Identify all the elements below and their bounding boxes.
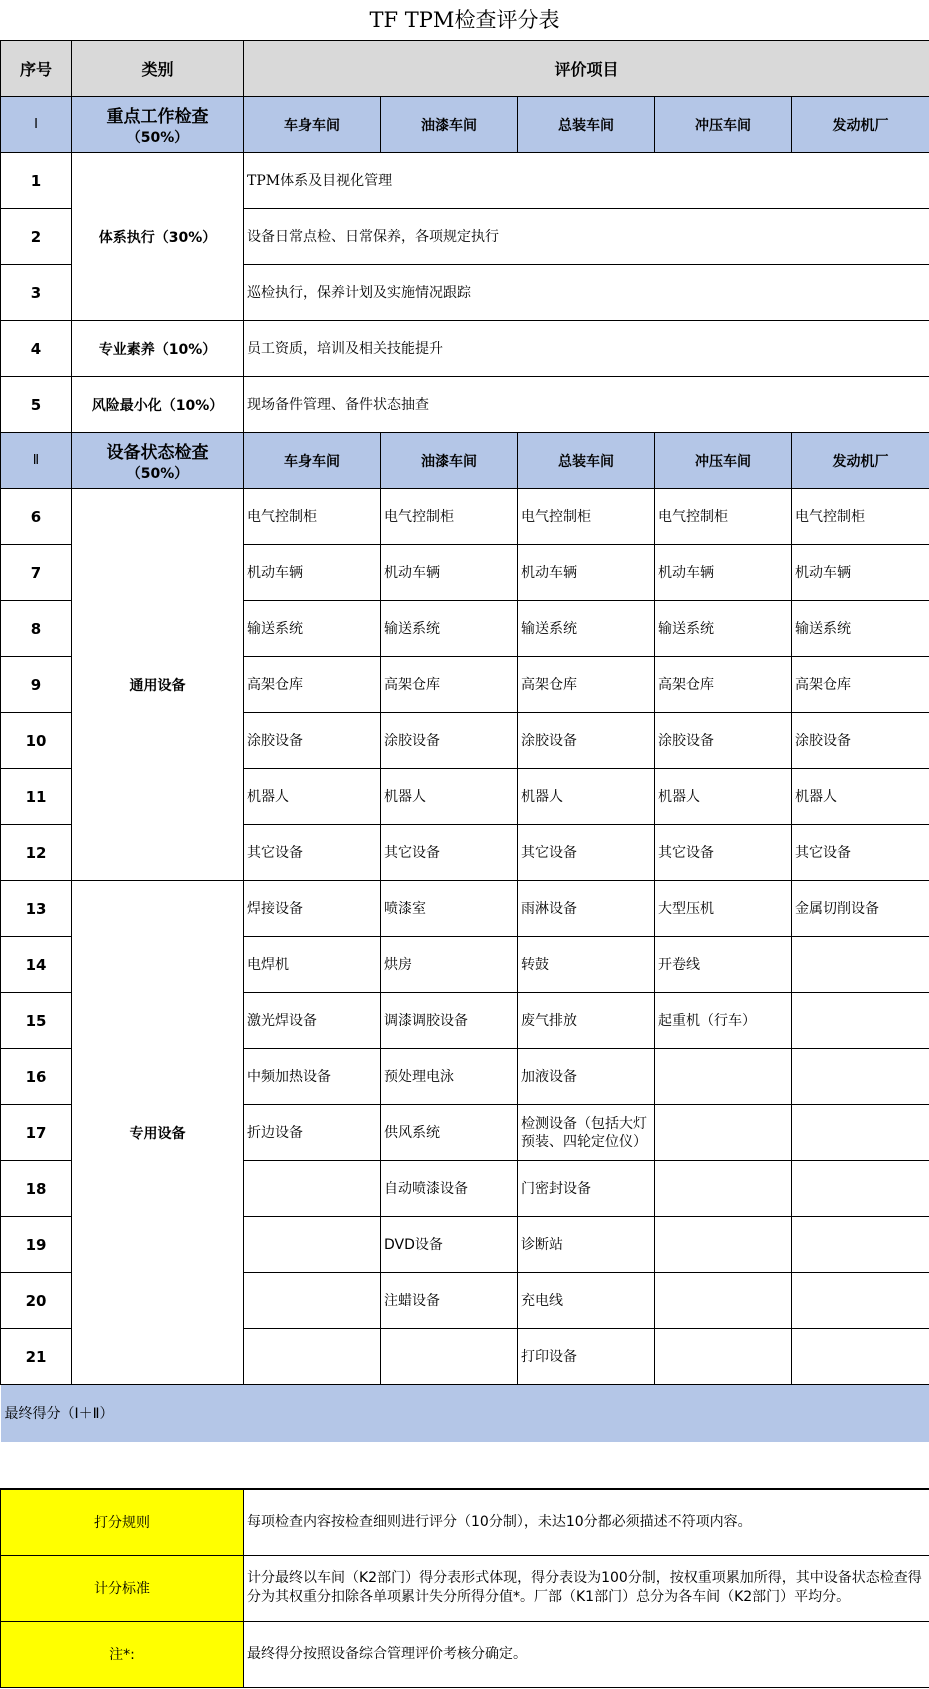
equipment-cell: 输送系统	[518, 601, 655, 657]
equipment-cell: 其它设备	[244, 825, 381, 881]
category-cell: 风险最小化（10%）	[72, 377, 244, 433]
equipment-cell: 调漆调胶设备	[381, 993, 518, 1049]
equipment-cell: 机器人	[518, 769, 655, 825]
row-number: 8	[1, 601, 72, 657]
row-number: 12	[1, 825, 72, 881]
row-number: 9	[1, 657, 72, 713]
section-title	[72, 433, 244, 489]
equipment-cell	[244, 1161, 381, 1217]
rule-row	[1, 1489, 929, 1555]
equipment-cell	[244, 1217, 381, 1273]
equipment-cell: 加液设备	[518, 1049, 655, 1105]
row-number: 4	[1, 321, 72, 377]
row-number: 11	[1, 769, 72, 825]
header-row	[1, 41, 929, 97]
equipment-cell: 其它设备	[792, 825, 929, 881]
equipment-cell	[792, 1049, 929, 1105]
equipment-cell	[244, 1273, 381, 1329]
section-weight: （50%）	[126, 130, 189, 146]
equipment-cell: 自动喷漆设备	[381, 1161, 518, 1217]
table-row	[1, 489, 929, 545]
equipment-cell: 电焊机	[244, 937, 381, 993]
equipment-cell: 涂胶设备	[244, 713, 381, 769]
table-row	[1, 153, 929, 209]
equipment-cell	[792, 1217, 929, 1273]
workshop-header: 发动机厂	[792, 433, 929, 489]
equipment-cell: DVD设备	[381, 1217, 518, 1273]
header-category: 类别	[72, 41, 244, 97]
final-score-row	[1, 1385, 929, 1442]
item-cell: 设备日常点检、日常保养，各项规定执行	[244, 209, 929, 265]
category-cell: 专业素养（10%）	[72, 321, 244, 377]
category-cell: 通用设备	[72, 489, 244, 881]
equipment-cell: 机器人	[792, 769, 929, 825]
equipment-cell: 大型压机	[655, 881, 792, 937]
equipment-cell: 输送系统	[792, 601, 929, 657]
equipment-cell: 电气控制柜	[792, 489, 929, 545]
equipment-cell: 其它设备	[518, 825, 655, 881]
equipment-cell: 涂胶设备	[655, 713, 792, 769]
row-number: 14	[1, 937, 72, 993]
equipment-cell	[655, 1105, 792, 1161]
section-name: 重点工作检查	[106, 107, 209, 127]
equipment-cell: 烘房	[381, 937, 518, 993]
final-score-label: 最终得分（Ⅰ＋Ⅱ）	[1, 1385, 929, 1442]
row-number: 17	[1, 1105, 72, 1161]
row-number: 7	[1, 545, 72, 601]
section-name: 设备状态检查	[106, 443, 209, 463]
rule-row	[1, 1621, 929, 1687]
workshop-header: 总装车间	[518, 97, 655, 153]
rule-text: 计分最终以车间（K2部门）得分表形式体现，得分表设为100分制，按权重项累加所得，其中设备状态检查得分为其权重分扣除各单项累计失分所得分值*。厂部（K1部门）总分为各车间（K2部门）平均分。	[244, 1555, 929, 1621]
workshop-header: 冲压车间	[655, 97, 792, 153]
equipment-cell: 焊接设备	[244, 881, 381, 937]
equipment-cell: 电气控制柜	[518, 489, 655, 545]
row-number: 16	[1, 1049, 72, 1105]
equipment-cell: 门密封设备	[518, 1161, 655, 1217]
equipment-cell: 电气控制柜	[381, 489, 518, 545]
equipment-cell	[792, 1273, 929, 1329]
equipment-cell: 涂胶设备	[792, 713, 929, 769]
equipment-cell	[381, 1329, 518, 1385]
rule-row	[1, 1555, 929, 1621]
row-number: 6	[1, 489, 72, 545]
equipment-cell	[792, 937, 929, 993]
workshop-header: 车身车间	[244, 433, 381, 489]
equipment-cell: 高架仓库	[655, 657, 792, 713]
workshop-header: 发动机厂	[792, 97, 929, 153]
section-roman: Ⅰ	[1, 97, 72, 153]
equipment-cell	[655, 1217, 792, 1273]
row-number: 20	[1, 1273, 72, 1329]
equipment-cell: 其它设备	[381, 825, 518, 881]
equipment-cell: 折边设备	[244, 1105, 381, 1161]
header-no: 序号	[1, 41, 72, 97]
equipment-cell: 机动车辆	[381, 545, 518, 601]
score-table	[0, 40, 929, 1442]
equipment-cell	[792, 1105, 929, 1161]
row-number: 1	[1, 153, 72, 209]
equipment-cell: 机动车辆	[792, 545, 929, 601]
equipment-cell: 机器人	[655, 769, 792, 825]
equipment-cell: 机动车辆	[655, 545, 792, 601]
equipment-cell: 供风系统	[381, 1105, 518, 1161]
equipment-cell	[655, 1161, 792, 1217]
row-number: 15	[1, 993, 72, 1049]
equipment-cell	[655, 1273, 792, 1329]
equipment-cell: 输送系统	[381, 601, 518, 657]
equipment-cell: 高架仓库	[792, 657, 929, 713]
table-row	[1, 321, 929, 377]
item-cell: TPM体系及目视化管理	[244, 153, 929, 209]
equipment-cell: 注蜡设备	[381, 1273, 518, 1329]
workshop-header: 总装车间	[518, 433, 655, 489]
equipment-cell	[655, 1329, 792, 1385]
equipment-cell: 涂胶设备	[518, 713, 655, 769]
row-number: 10	[1, 713, 72, 769]
rule-text: 每项检查内容按检查细则进行评分（10分制），未达10分都必须描述不符项内容。	[244, 1489, 929, 1555]
equipment-cell: 机器人	[381, 769, 518, 825]
equipment-cell: 机动车辆	[244, 545, 381, 601]
row-number: 19	[1, 1217, 72, 1273]
equipment-cell: 高架仓库	[381, 657, 518, 713]
equipment-cell: 其它设备	[655, 825, 792, 881]
equipment-cell	[244, 1329, 381, 1385]
table-row	[1, 881, 929, 937]
equipment-cell: 涂胶设备	[381, 713, 518, 769]
rule-label: 注*:	[1, 1621, 244, 1687]
equipment-cell: 输送系统	[655, 601, 792, 657]
section-row	[1, 433, 929, 489]
equipment-cell: 检测设备（包括大灯预装、四轮定位仪）	[518, 1105, 655, 1161]
section-weight: （50%）	[126, 466, 189, 482]
workshop-header: 车身车间	[244, 97, 381, 153]
equipment-cell: 金属切削设备	[792, 881, 929, 937]
equipment-cell: 机器人	[244, 769, 381, 825]
equipment-cell: 高架仓库	[518, 657, 655, 713]
workshop-header: 油漆车间	[381, 97, 518, 153]
equipment-cell: 高架仓库	[244, 657, 381, 713]
rule-label: 打分规则	[1, 1489, 244, 1555]
equipment-cell: 诊断站	[518, 1217, 655, 1273]
header-items: 评价项目	[244, 41, 929, 97]
section-title	[72, 97, 244, 153]
equipment-cell	[792, 1329, 929, 1385]
equipment-cell: 废气排放	[518, 993, 655, 1049]
equipment-cell: 转鼓	[518, 937, 655, 993]
equipment-cell: 电气控制柜	[655, 489, 792, 545]
workshop-header: 油漆车间	[381, 433, 518, 489]
equipment-cell: 雨淋设备	[518, 881, 655, 937]
equipment-cell	[792, 993, 929, 1049]
row-number: 21	[1, 1329, 72, 1385]
equipment-cell: 开卷线	[655, 937, 792, 993]
item-cell: 现场备件管理、备件状态抽查	[244, 377, 929, 433]
item-cell: 巡检执行，保养计划及实施情况跟踪	[244, 265, 929, 321]
rule-label: 计分标准	[1, 1555, 244, 1621]
equipment-cell: 起重机（行车）	[655, 993, 792, 1049]
equipment-cell: 充电线	[518, 1273, 655, 1329]
row-number: 13	[1, 881, 72, 937]
category-cell: 专用设备	[72, 881, 244, 1385]
equipment-cell: 机动车辆	[518, 545, 655, 601]
equipment-cell: 喷漆室	[381, 881, 518, 937]
equipment-cell: 预处理电泳	[381, 1049, 518, 1105]
equipment-cell: 电气控制柜	[244, 489, 381, 545]
workshop-header: 冲压车间	[655, 433, 792, 489]
row-number: 3	[1, 265, 72, 321]
row-number: 18	[1, 1161, 72, 1217]
item-cell: 员工资质，培训及相关技能提升	[244, 321, 929, 377]
rule-text: 最终得分按照设备综合管理评价考核分确定。	[244, 1621, 929, 1687]
equipment-cell	[655, 1049, 792, 1105]
equipment-cell	[792, 1161, 929, 1217]
page-title: TF TPM检查评分表	[369, 8, 560, 32]
equipment-cell: 激光焊设备	[244, 993, 381, 1049]
equipment-cell: 中频加热设备	[244, 1049, 381, 1105]
row-number: 5	[1, 377, 72, 433]
rules-table	[0, 1488, 929, 1688]
equipment-cell: 输送系统	[244, 601, 381, 657]
section-row	[1, 97, 929, 153]
table-row	[1, 377, 929, 433]
equipment-cell: 打印设备	[518, 1329, 655, 1385]
category-cell: 体系执行（30%）	[72, 153, 244, 321]
section-roman: Ⅱ	[1, 433, 72, 489]
row-number: 2	[1, 209, 72, 265]
